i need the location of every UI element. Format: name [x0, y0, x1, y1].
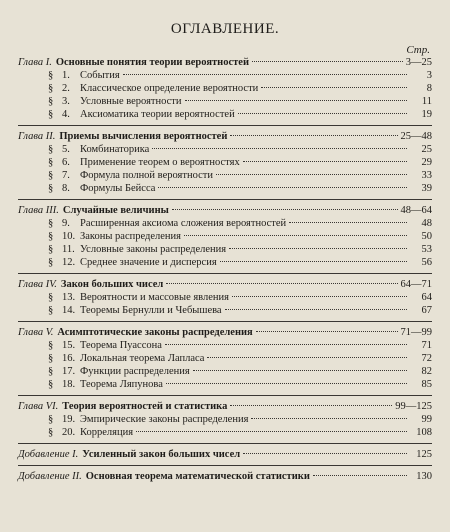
section-page: 108	[416, 427, 432, 438]
leader-dots	[123, 74, 407, 75]
leader-dots	[165, 344, 407, 345]
section-number: 8.	[62, 183, 70, 194]
leader-dots	[289, 222, 407, 223]
chapter-row[interactable]	[18, 400, 432, 413]
section-symbol: §	[48, 379, 54, 390]
leader-dots	[252, 61, 403, 62]
section-symbol: §	[48, 83, 54, 94]
chapter-row[interactable]	[18, 56, 432, 69]
section-row[interactable]	[18, 69, 432, 82]
section-row[interactable]	[18, 108, 432, 121]
section-row[interactable]	[18, 426, 432, 439]
chapter-label: Глава V.	[18, 327, 54, 338]
section-page: 71	[421, 340, 432, 351]
leader-dots	[216, 174, 407, 175]
section-row[interactable]	[18, 230, 432, 243]
section-symbol: §	[48, 157, 54, 168]
section-row[interactable]	[18, 339, 432, 352]
chapter-label: Глава II.	[18, 131, 56, 142]
chapter-name: Теория вероятностей и статистика	[62, 401, 228, 412]
section-name: Законы распределения	[80, 231, 181, 242]
leader-dots	[220, 261, 407, 262]
section-name: Теорема Ляпунова	[80, 379, 163, 390]
section-row[interactable]	[18, 243, 432, 256]
chapter-row[interactable]	[18, 326, 432, 339]
appendix-name: Усиленный закон больших чисел	[82, 449, 241, 460]
divider	[18, 395, 432, 396]
appendix-row[interactable]	[18, 448, 432, 461]
section-symbol: §	[48, 218, 54, 229]
section-row[interactable]	[18, 143, 432, 156]
section-number: 18.	[62, 379, 76, 390]
leader-dots	[172, 209, 398, 210]
appendix-row[interactable]	[18, 470, 432, 483]
section-row[interactable]	[18, 169, 432, 182]
leader-dots	[232, 296, 407, 297]
chapter-label: Глава I.	[18, 57, 52, 68]
section-number: 2.	[62, 83, 70, 94]
section-row[interactable]	[18, 95, 432, 108]
section-page: 53	[421, 244, 432, 255]
section-row[interactable]	[18, 304, 432, 317]
section-symbol: §	[48, 414, 54, 425]
section-page: 85	[421, 379, 432, 390]
section-page: 39	[421, 183, 432, 194]
leader-dots	[243, 453, 407, 454]
section-name: Формулы Бейсса	[80, 183, 156, 194]
section-page: 33	[421, 170, 432, 181]
section-page: 56	[421, 257, 432, 268]
appendix-name: Основная теорема математической статистики	[85, 471, 310, 482]
leader-dots	[313, 475, 407, 476]
section-number: 17.	[62, 366, 76, 377]
leader-dots	[207, 357, 407, 358]
section-page: 99	[421, 414, 432, 425]
section-row[interactable]	[18, 352, 432, 365]
section-page: 11	[421, 96, 432, 107]
section-name: Корреляция	[80, 427, 134, 438]
section-number: 4.	[62, 109, 70, 120]
section-name: Вероятности и массовые явления	[80, 292, 229, 303]
chapter-group	[18, 278, 432, 317]
section-name: Расширенная аксиома сложения вероятностей	[80, 218, 287, 229]
section-name: Функции распределения	[80, 366, 190, 377]
page-column-label: Стр.	[406, 44, 430, 56]
chapter-group	[18, 56, 432, 121]
section-symbol: §	[48, 170, 54, 181]
section-row[interactable]	[18, 378, 432, 391]
chapter-label: Глава IV.	[18, 279, 57, 290]
section-name: Теорема Пуассона	[80, 340, 162, 351]
divider	[18, 465, 432, 466]
section-name: Условные законы распределения	[80, 244, 227, 255]
chapter-label: Глава VI.	[18, 401, 59, 412]
leader-dots	[184, 235, 407, 236]
section-page: 25	[421, 144, 432, 155]
section-number: 12.	[62, 257, 76, 268]
section-row[interactable]	[18, 156, 432, 169]
section-name: События	[80, 70, 120, 81]
section-row[interactable]	[18, 256, 432, 269]
chapter-group	[18, 400, 432, 439]
section-symbol: §	[48, 292, 54, 303]
section-name: Формула полной вероятности	[80, 170, 213, 181]
section-name: Классическое определение вероятности	[80, 83, 259, 94]
section-page: 72	[421, 353, 432, 364]
section-page: 50	[421, 231, 432, 242]
section-symbol: §	[48, 427, 54, 438]
leader-dots	[166, 383, 407, 384]
section-page: 19	[421, 109, 432, 120]
section-name: Эмпирические законы распределения	[80, 414, 249, 425]
chapter-name: Приемы вычисления вероятностей	[59, 131, 228, 142]
section-symbol: §	[48, 366, 54, 377]
section-row[interactable]	[18, 82, 432, 95]
leader-dots	[230, 405, 392, 406]
section-page: 3	[426, 70, 432, 81]
leader-dots	[229, 248, 407, 249]
chapter-name: Асимптотические законы распределения	[57, 327, 253, 338]
appendix-label: Добавление I.	[18, 449, 79, 460]
section-number: 6.	[62, 157, 70, 168]
section-number: 7.	[62, 170, 70, 181]
section-page: 67	[421, 305, 432, 316]
section-symbol: §	[48, 231, 54, 242]
appendix-page: 130	[416, 471, 432, 482]
section-page: 64	[421, 292, 432, 303]
leader-dots	[251, 418, 407, 419]
section-symbol: §	[48, 257, 54, 268]
chapter-pages: 71—99	[400, 327, 432, 338]
section-number: 3.	[62, 96, 70, 107]
section-number: 20.	[62, 427, 76, 438]
appendix-page: 125	[416, 449, 432, 460]
chapter-name: Основные понятия теории вероятностей	[55, 57, 249, 68]
chapter-row[interactable]	[18, 204, 432, 217]
leader-dots	[152, 148, 407, 149]
section-number: 16.	[62, 353, 76, 364]
section-name: Теоремы Бернулли и Чебышева	[80, 305, 222, 316]
section-symbol: §	[48, 305, 54, 316]
leader-dots	[225, 309, 407, 310]
section-symbol: §	[48, 70, 54, 81]
section-name: Среднее значение и дисперсия	[80, 257, 217, 268]
section-page: 48	[421, 218, 432, 229]
chapter-pages: 3—25	[405, 57, 432, 68]
section-page: 82	[421, 366, 432, 377]
leader-dots	[238, 113, 407, 114]
section-symbol: §	[48, 96, 54, 107]
section-symbol: §	[48, 183, 54, 194]
section-symbol: §	[48, 353, 54, 364]
section-row[interactable]	[18, 217, 432, 230]
section-page: 29	[421, 157, 432, 168]
page-title: ОГЛАВЛЕНИЕ.	[170, 21, 280, 37]
leader-dots	[230, 135, 397, 136]
leader-dots	[136, 431, 407, 432]
leader-dots	[193, 370, 407, 371]
section-symbol: §	[48, 340, 54, 351]
chapter-group	[18, 326, 432, 391]
chapter-group	[18, 130, 432, 195]
section-number: 19.	[62, 414, 76, 425]
leader-dots	[261, 87, 407, 88]
section-name: Аксиоматика теории вероятностей	[80, 109, 235, 120]
chapter-pages: 99—125	[395, 401, 432, 412]
section-name: Применение теорем о вероятностях	[80, 157, 240, 168]
section-number: 15.	[62, 340, 76, 351]
chapter-row[interactable]	[18, 130, 432, 143]
chapter-pages: 25—48	[400, 131, 432, 142]
section-name: Комбинаторика	[80, 144, 150, 155]
section-number: 13.	[62, 292, 76, 303]
leader-dots	[158, 187, 407, 188]
chapter-pages: 64—71	[400, 279, 432, 290]
section-number: 5.	[62, 144, 70, 155]
section-number: 10.	[62, 231, 76, 242]
section-symbol: §	[48, 244, 54, 255]
section-number: 1.	[62, 70, 70, 81]
section-name: Условные вероятности	[80, 96, 182, 107]
section-symbol: §	[48, 144, 54, 155]
divider	[18, 273, 432, 274]
section-number: 14.	[62, 305, 76, 316]
chapter-row[interactable]	[18, 278, 432, 291]
section-page: 8	[426, 83, 432, 94]
chapter-group	[18, 204, 432, 269]
divider	[18, 125, 432, 126]
chapter-label: Глава III.	[18, 205, 59, 216]
divider	[18, 199, 432, 200]
section-row[interactable]	[18, 291, 432, 304]
leader-dots	[166, 283, 397, 284]
chapter-name: Закон больших чисел	[60, 279, 164, 290]
leader-dots	[185, 100, 407, 101]
leader-dots	[243, 161, 407, 162]
chapter-pages: 48—64	[400, 205, 432, 216]
section-number: 9.	[62, 218, 70, 229]
section-row[interactable]	[18, 365, 432, 378]
divider	[18, 443, 432, 444]
section-row[interactable]	[18, 182, 432, 195]
divider	[18, 321, 432, 322]
appendix-label: Добавление II.	[18, 471, 82, 482]
section-row[interactable]	[18, 413, 432, 426]
section-name: Локальная теорема Лапласа	[80, 353, 205, 364]
section-symbol: §	[48, 109, 54, 120]
chapter-name: Случайные величины	[62, 205, 169, 216]
leader-dots	[256, 331, 398, 332]
section-number: 11.	[62, 244, 75, 255]
